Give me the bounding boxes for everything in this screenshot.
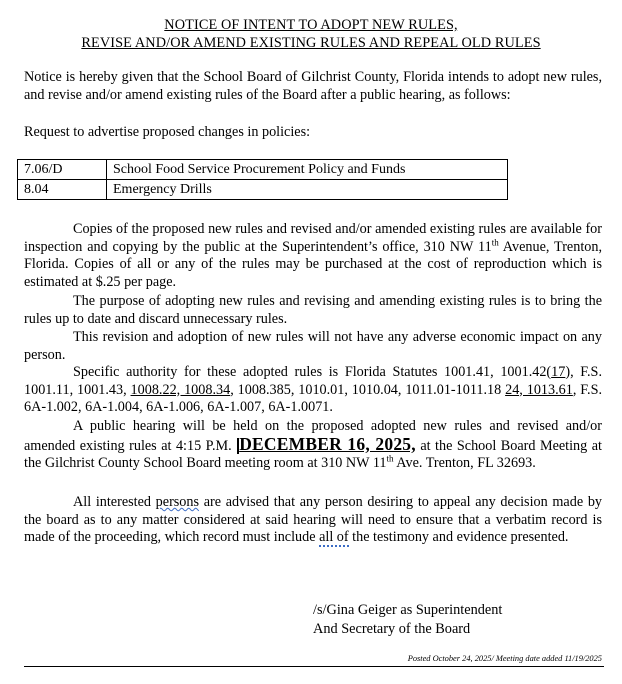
- hearing-paragraph: [24, 418, 602, 473]
- intro-paragraph: Notice is hereby given that the School Board of Gilchrist County, Florida intends to adopt new rules, and revise and/or amend existing rules of the Board after a public hearing, as follows:: [24, 69, 602, 103]
- authority-underlined-3: 24, 1013.61: [505, 381, 573, 398]
- hearing-text-3: Ave. Trenton, FL 32693.: [393, 455, 536, 472]
- notice-title-line-1: NOTICE OF INTENT TO ADOPT NEW RULES,: [164, 17, 458, 33]
- footer-divider: [24, 666, 604, 667]
- appeal-all-of: all of: [319, 529, 349, 546]
- copies-superscript: th: [491, 236, 499, 247]
- request-line: Request to advertise proposed changes in policies:: [24, 124, 311, 140]
- hearing-text-2: at the School Board Meeting at the Gilchrist County School Board meeting room at 310 NW 11: [24, 437, 602, 472]
- notice-title-line-2: REVISE AND/OR AMEND EXISTING RULES AND REPEAL OLD RULES: [81, 35, 541, 51]
- authority-text-3: , 1008.385, 1010.01, 1010.04, 1011.01-1011.18: [230, 381, 506, 398]
- appeal-paragraph: [24, 494, 602, 547]
- copies-paragraph: [24, 221, 602, 291]
- authority-paragraph: [24, 364, 602, 417]
- purpose-paragraph: The purpose of adopting new rules and revising and amending existing rules is to bring the rules up to date and discard unnecessary rules.: [24, 293, 602, 327]
- appeal-text-1: All interested: [73, 494, 156, 510]
- signature-line-2: And Secretary of the Board: [313, 621, 471, 637]
- appeal-text-3: the testimony and evidence presented.: [348, 529, 569, 546]
- policy-title: School Food Service Procurement Policy and Funds: [107, 160, 508, 180]
- authority-text-2: ), F.S. 1001.11, 1001.43,: [24, 364, 602, 398]
- copies-text-b: Avenue, Trenton, Florida. Copies of all or any of the rules may be purchased at the cost of reproduction which is estimated at $.25 per page.: [24, 238, 602, 290]
- authority-underlined-2: 1008.22, 1008.34: [130, 381, 231, 398]
- authority-text-1: Specific authority for these adopted rules is Florida Statutes 1001.41, 1001.42(: [73, 364, 552, 380]
- policy-title: Emergency Drills: [107, 180, 508, 200]
- impact-paragraph: This revision and adoption of new rules will not have any adverse economic impact on any person.: [24, 329, 602, 363]
- signature-line-1: /s/Gina Geiger as Superintendent: [313, 602, 503, 618]
- policy-code: 7.06/D: [18, 160, 107, 180]
- hearing-superscript: th: [386, 453, 394, 464]
- table-row: [18, 160, 508, 180]
- appeal-text-2: are advised that any person desiring to appeal any decision made by the board as to any matter considered at said hearing will need to ensure that a verbatim record is made of the proceeding, which record must include: [24, 494, 603, 546]
- hearing-text-1: A public hearing will be held on the proposed adopted new rules and revised and/or amended existing rules at 4:15 P.M.: [24, 418, 602, 454]
- table-row: [18, 180, 508, 200]
- hearing-date: DECEMBER 16, 2025,: [239, 433, 416, 454]
- copies-text-a: Copies of the proposed new rules and revised and/or amended existing rules are available for inspection and copying by the public at the Superintendent’s office, 310 NW 11: [24, 221, 602, 255]
- posted-footer: Posted October 24, 2025/ Meeting date added 11/19/2025: [407, 654, 602, 663]
- authority-underlined-1: 17: [551, 364, 566, 380]
- policies-table: [17, 159, 508, 200]
- appeal-persons: persons: [155, 494, 200, 510]
- policy-code: 8.04: [18, 180, 107, 200]
- authority-text-4: , F.S. 6A-1.002, 6A-1.004, 6A-1.006, 6A-1.007, 6A-1.0071.: [24, 381, 603, 416]
